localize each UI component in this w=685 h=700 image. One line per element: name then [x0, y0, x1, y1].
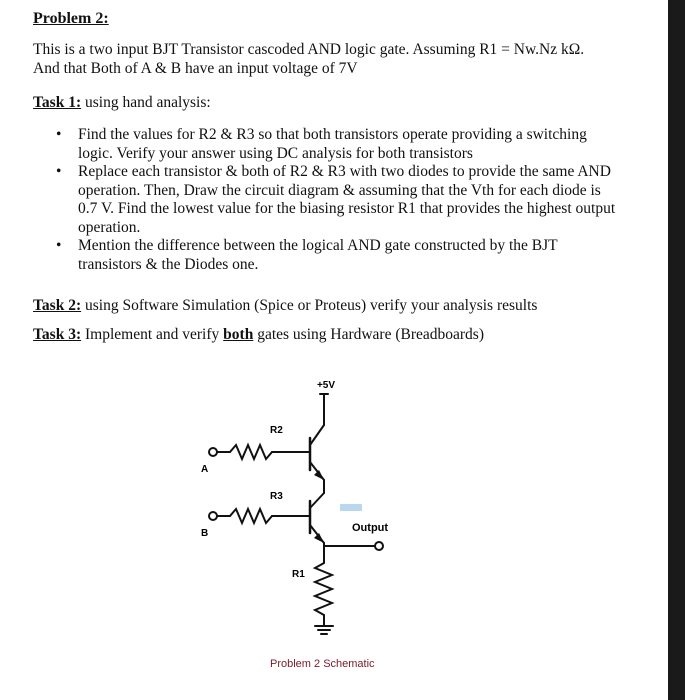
input-b-label: B — [201, 528, 209, 539]
window-edge-bar — [668, 0, 685, 700]
r3-label: R3 — [270, 491, 283, 502]
task1-bullet-list — [56, 126, 616, 274]
task1-heading — [33, 94, 211, 112]
q1-emitter-arrow — [314, 470, 324, 480]
task2-text: using Software Simulation (Spice or Proteus) verify your analysis results — [81, 297, 538, 314]
task3-line — [33, 326, 484, 344]
task2-label: Task 2: — [33, 297, 82, 314]
task1-label: Task 1: — [33, 94, 82, 111]
r1-resistor — [315, 563, 332, 615]
highlight-mark — [340, 504, 362, 511]
problem-heading: Problem 2: — [33, 10, 109, 27]
task3-emphasis: both — [223, 326, 254, 343]
input-a-terminal — [209, 448, 217, 456]
r2-label: R2 — [270, 425, 283, 436]
output-label: Output — [352, 522, 389, 534]
list-item — [56, 163, 616, 237]
intro-line-2: And that Both of A & B have an input voltage of 7V — [33, 60, 358, 77]
q2-collector — [310, 493, 324, 508]
bullet-text: Mention the difference between the logical AND gate constructed by the BJT transistors & the Diodes one. — [78, 237, 558, 273]
bullet-icon: • — [56, 126, 62, 143]
intro-line-1: This is a two input BJT Transistor cascoded AND logic gate. Assuming R1 = Nw.Nz kΩ. — [33, 41, 585, 58]
bullet-icon: • — [56, 237, 62, 254]
task3-label: Task 3: — [33, 326, 82, 343]
bullet-icon: • — [56, 163, 62, 180]
r2-resistor — [230, 445, 272, 459]
list-item — [56, 126, 616, 163]
list-item — [56, 237, 616, 274]
output-terminal — [375, 542, 383, 550]
task1-text: using hand analysis: — [81, 94, 211, 111]
bullet-text: Find the values for R2 & R3 so that both transistors operate providing a switching logic. Verify your answer using DC analysis for both transistors — [78, 126, 587, 162]
problem-intro — [33, 40, 633, 78]
supply-label: +5V — [316, 380, 336, 391]
schematic-caption: Problem 2 Schematic — [270, 658, 375, 670]
r1-label: R1 — [292, 569, 305, 580]
q1-collector — [310, 425, 324, 445]
task3-text-after: gates using Hardware (Breadboards) — [253, 326, 485, 343]
r3-resistor — [230, 509, 272, 523]
input-b-terminal — [209, 512, 217, 520]
bullet-text: Replace each transistor & both of R2 & R3 with two diodes to provide the same AND operation. Then, Draw the circuit diagram & assuming that the Vth for each diode is 0.7 V. Find the lowest value for the biasing resistor R1 that provides the highest output operation. — [78, 163, 616, 236]
task3-text-before: Implement and verify — [81, 326, 224, 343]
task2-line — [33, 297, 537, 315]
circuit-schematic — [180, 375, 440, 675]
q2-emitter-arrow — [314, 533, 324, 543]
input-a-label: A — [201, 464, 209, 475]
